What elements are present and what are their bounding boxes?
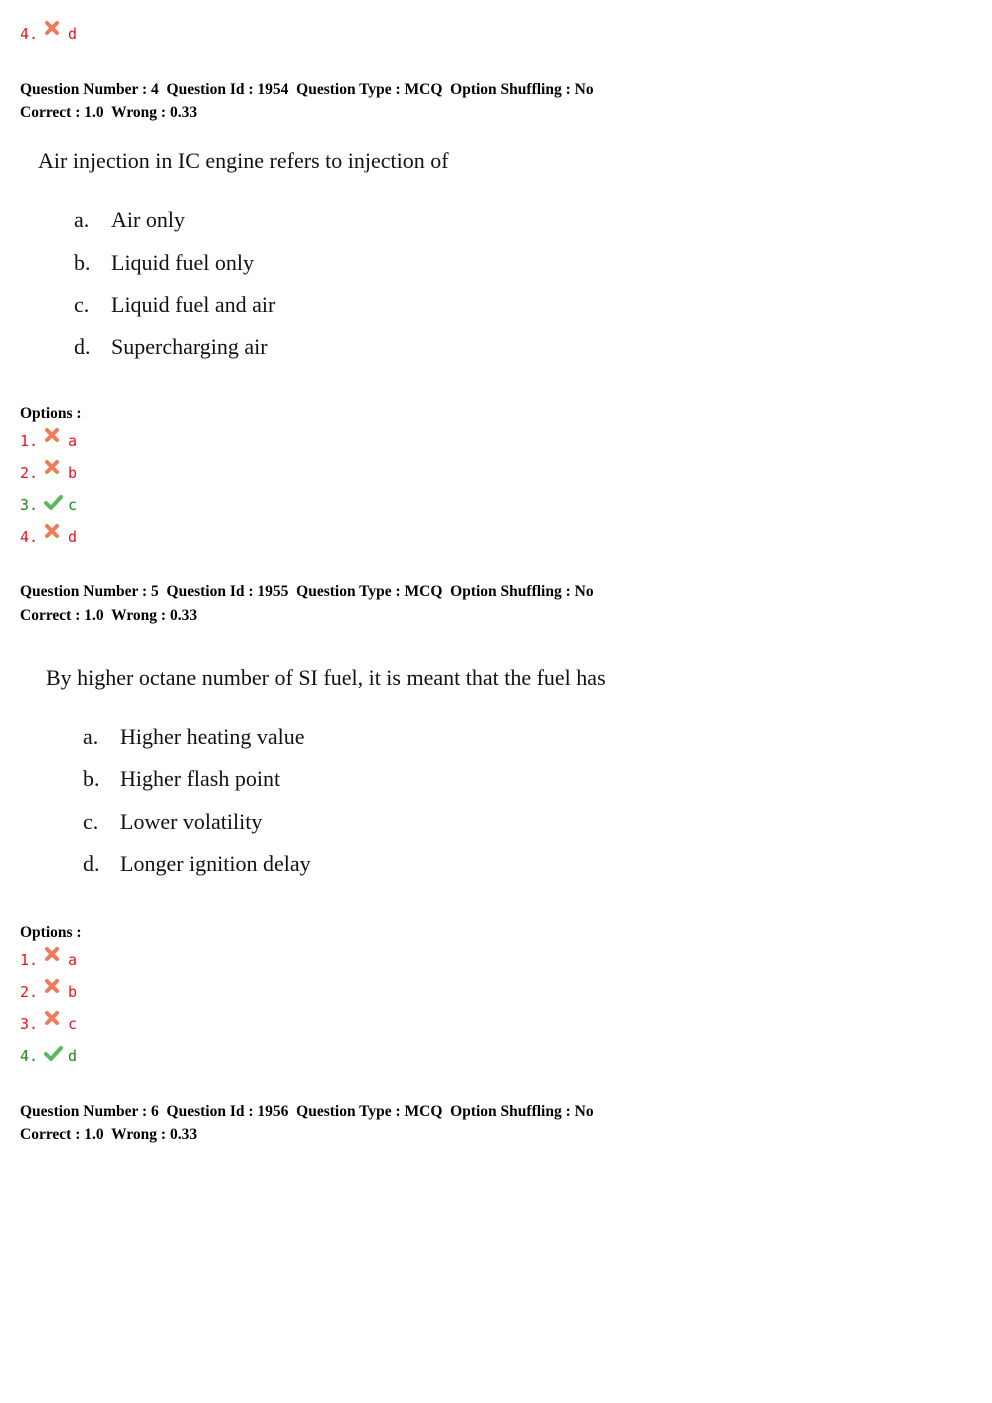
choice-label: b. (83, 766, 100, 791)
check-icon (44, 494, 62, 510)
option-number: 1. (20, 951, 39, 969)
question-meta: Question Number : 4 Question Id : 1954 Question Type : MCQ Option Shuffling : No (20, 81, 594, 98)
choice-c (83, 809, 262, 835)
choice-text: Liquid fuel only (111, 250, 254, 275)
question-scoring: Correct : 1.0 Wrong : 0.33 (20, 607, 198, 624)
option-letter: a (68, 951, 78, 969)
choice-c (74, 292, 275, 318)
option-letter: d (68, 25, 78, 43)
cross-icon (44, 20, 62, 36)
question-scoring: Correct : 1.0 Wrong : 0.33 (20, 104, 198, 121)
choice-text: Higher flash point (120, 766, 281, 791)
choice-text: Lower volatility (120, 809, 263, 834)
choice-label: d. (74, 334, 91, 359)
cross-icon (44, 459, 62, 475)
option-row (20, 949, 77, 971)
choice-text: Liquid fuel and air (111, 292, 276, 317)
choice-d (74, 334, 268, 360)
cross-icon (44, 1010, 62, 1026)
question-text: Air injection in IC engine refers to injection of (38, 148, 449, 173)
choice-b (74, 250, 254, 276)
choice-a (74, 207, 185, 233)
question-scoring: Correct : 1.0 Wrong : 0.33 (20, 1126, 198, 1143)
option-number: 3. (20, 1015, 39, 1033)
option-letter: d (68, 1047, 78, 1065)
option-row (20, 1045, 77, 1067)
option-row (20, 462, 77, 484)
option-row (20, 430, 77, 452)
option-letter: d (68, 528, 78, 546)
option-number: 3. (20, 496, 39, 514)
choice-text: Supercharging air (111, 334, 268, 359)
choice-b (83, 766, 280, 792)
choice-label: c. (83, 809, 99, 834)
option-letter: c (68, 496, 78, 514)
option-row (20, 1013, 77, 1035)
choice-text: Air only (111, 207, 185, 232)
option-letter: a (68, 432, 78, 450)
choice-text: Longer ignition delay (120, 851, 311, 876)
option-number: 2. (20, 983, 39, 1001)
option-number: 4. (20, 25, 39, 43)
choice-d (83, 851, 311, 877)
check-icon (44, 1045, 62, 1061)
choice-label: a. (74, 207, 90, 232)
option-letter: b (68, 464, 78, 482)
cross-icon (44, 978, 62, 994)
option-letter: c (68, 1015, 78, 1033)
cross-icon (44, 523, 62, 539)
choice-label: a. (83, 724, 99, 749)
choice-label: d. (83, 851, 100, 876)
choice-label: b. (74, 250, 91, 275)
cross-icon (44, 427, 62, 443)
option-row (20, 494, 77, 516)
option-row (20, 23, 77, 45)
question-meta: Question Number : 5 Question Id : 1955 Question Type : MCQ Option Shuffling : No (20, 583, 594, 600)
option-number: 2. (20, 464, 39, 482)
option-number: 4. (20, 1047, 39, 1065)
choice-a (83, 724, 305, 750)
options-label: Options : (20, 405, 82, 422)
question-text: By higher octane number of SI fuel, it is meant that the fuel has (46, 665, 606, 690)
option-row (20, 526, 77, 548)
choice-text: Higher heating value (120, 724, 305, 749)
option-letter: b (68, 983, 78, 1001)
question-meta: Question Number : 6 Question Id : 1956 Question Type : MCQ Option Shuffling : No (20, 1103, 594, 1120)
options-label: Options : (20, 924, 82, 941)
option-number: 1. (20, 432, 39, 450)
choice-label: c. (74, 292, 90, 317)
cross-icon (44, 946, 62, 962)
option-number: 4. (20, 528, 39, 546)
option-row (20, 981, 77, 1003)
